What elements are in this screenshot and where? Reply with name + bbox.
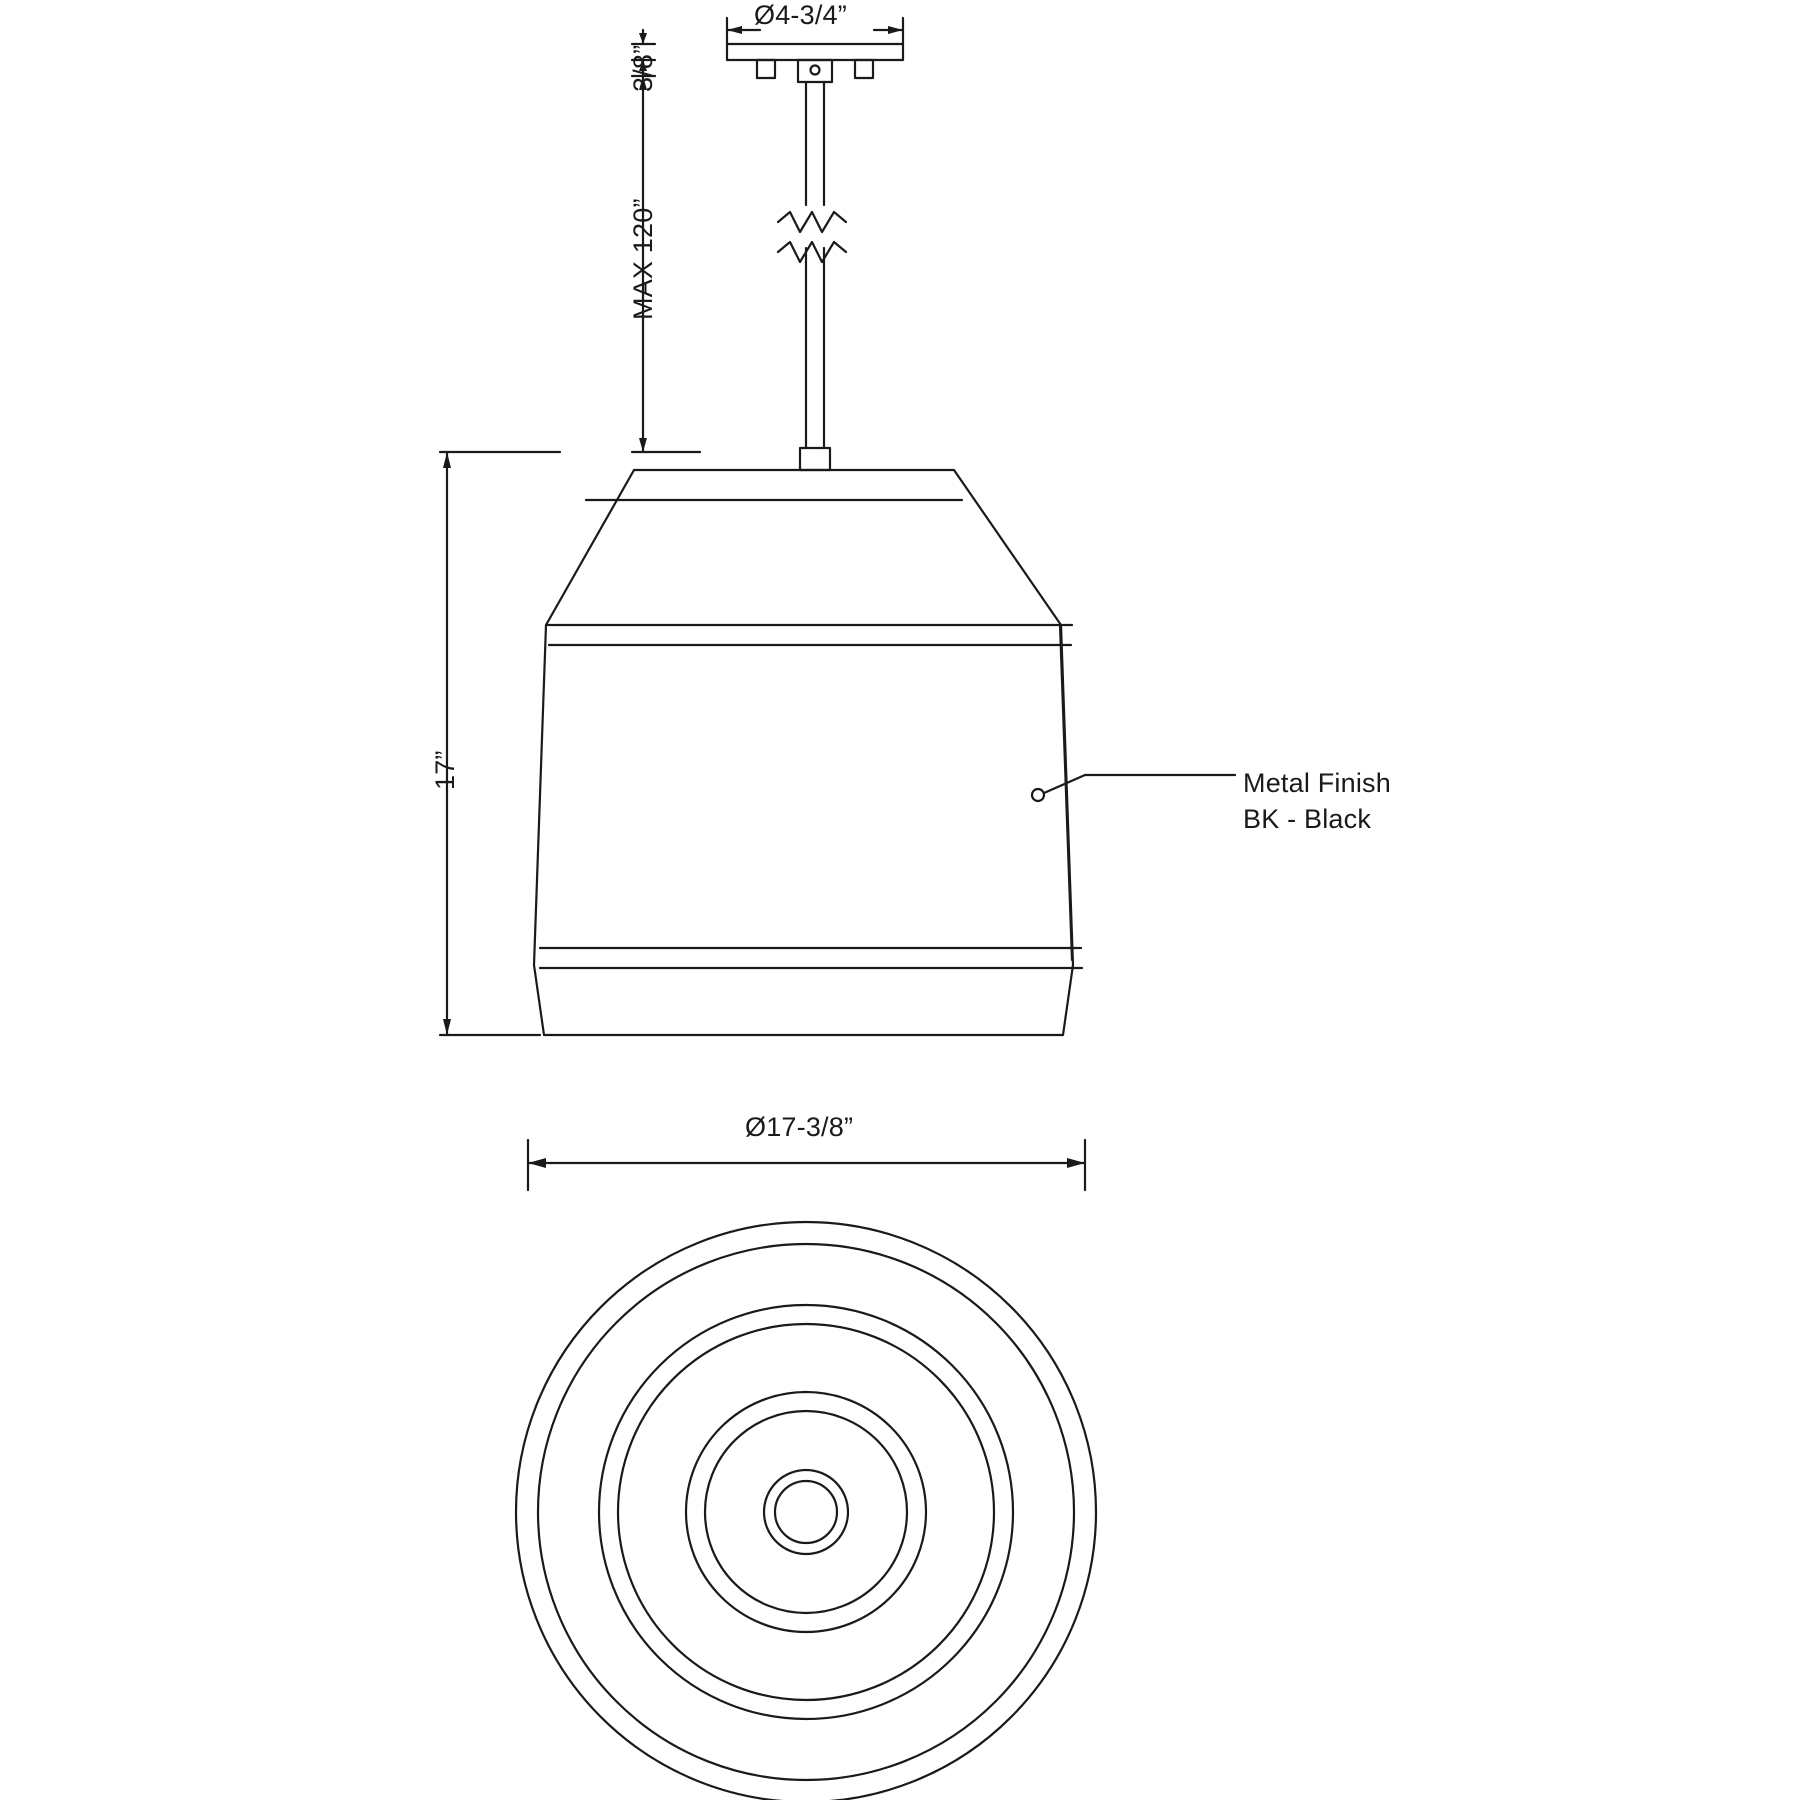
canopy-height-label: 3/8” [628,44,658,92]
canopy [727,44,903,82]
fixture-height-label: 17” [430,750,460,790]
plan-view [516,1222,1096,1800]
shade-elevation [534,470,1082,1035]
shade-diameter-label: Ø17-3/8” [745,1112,854,1142]
canopy-diameter-label: Ø4-3/4” [754,0,847,30]
downrod-stem [778,82,846,470]
metal-finish-title: Metal Finish [1243,768,1391,798]
max-drop-label: MAX 120” [628,198,658,320]
metal-finish-callout-leader [1032,775,1235,801]
metal-finish-value: BK - Black [1243,804,1372,834]
shade-diameter-dimension [528,1140,1085,1190]
